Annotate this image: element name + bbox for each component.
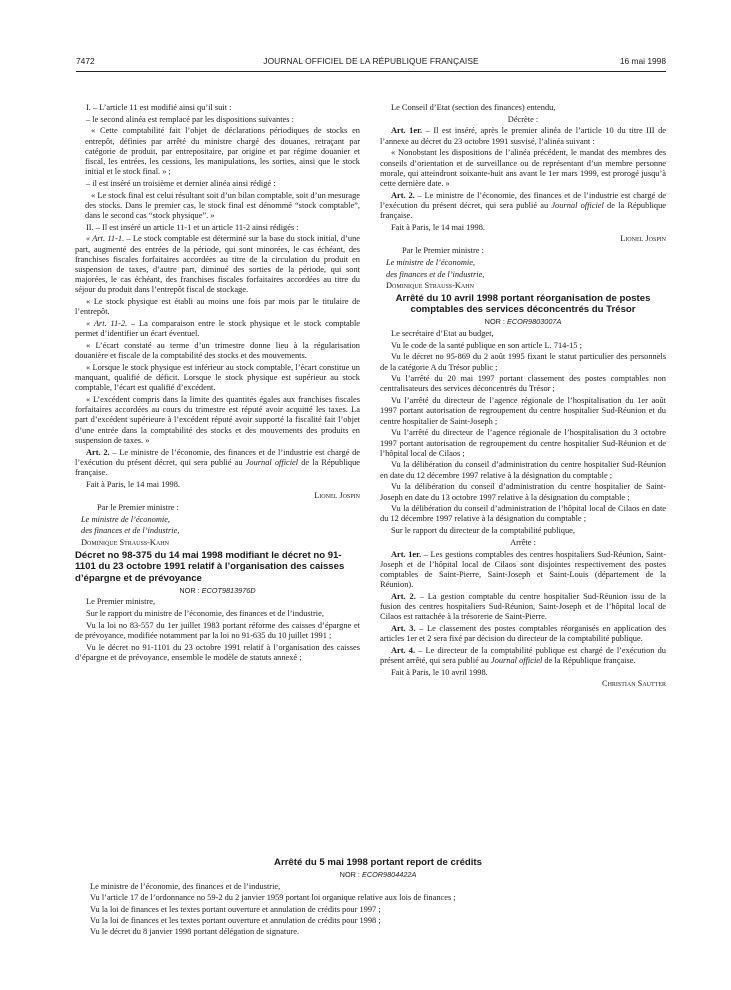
paragraph-text: – La gestion comptable du centre hospitalier Sud-Réunion issu de la fusion des centres hospitaliers Sud-Réunion, Saint-Joseph et de l’hôpital local de Cilaos est rattachée à la trésorerie de Saint-Pierre. [380, 591, 666, 622]
nor-label: NOR : [484, 317, 507, 327]
arrete-title: Arrêté du 10 avril 1998 portant réorganisation de postes comptables des services déconcentrés du Trésor [395, 292, 651, 316]
journal-title: JOURNAL OFFICIEL DE LA RÉPUBLIQUE FRANÇAISE [263, 56, 479, 66]
right-column [380, 103, 666, 691]
paragraph-text: – Les gestions comptables des centres hospitaliers Sud-Réunion, Saint-Joseph et de l’hôpital local de Cilaos sont disjointes respectivement des postes comptables de Saint-Pierre, Saint-Joseph et Saint-Louis (département de la Réunion). [380, 549, 666, 590]
done-at: Fait à Paris, le 14 mai 1998. [391, 222, 485, 232]
bottom-section [90, 857, 666, 938]
nor-reference [90, 869, 666, 880]
paragraph: – le second alinéa est remplacé par les dispositions suivantes : [86, 114, 294, 124]
nor-code: ECOR9804422A [361, 870, 417, 880]
done-at: Fait à Paris, le 14 mai 1998. [86, 479, 180, 489]
paragraph: Vu la loi de finances et les textes portant ouverture et annulation de crédits pour 1997 ; [90, 904, 381, 914]
paragraph-text: de la République française. [542, 656, 636, 666]
journal-ref: Journal officiel [490, 656, 543, 666]
article-label: Art. 2. [391, 190, 415, 200]
signature-line [75, 515, 360, 525]
paragraph-text: – Le stock comptable est déterminé sur la base du stock initial, d’une part, augmenté des entrées de la période, qui sont minorées, le cas échéant, des franchises fiscales forfaitaires accordées au titre de la circulation du produit en suspension de taxes, d’autre part, diminué des sorties de la période, qui sont majorées, le cas échéant, des franchises fiscales forfaitaires accordées au titre du séjour du produit dans l’entrepôt fiscal de stockage. [75, 234, 360, 295]
paragraph-text: – La comparaison entre le stock physique et le stock comptable permet d’identifier un écart éventuel. [75, 319, 361, 339]
paragraph: Vu l’arrêté du directeur de l’agence régionale de l’hospitalisation du 1er août 1997 portant autorisation de regroupement du centre hospitalier Sud-Réunion et du centre hospitalier de Saint-Joseph ; [380, 396, 666, 426]
minister-title: Le ministre de l’économie, [386, 257, 476, 267]
quoted-paragraph: « Le stock final est celui résultant soit d’un bilan comptable, soit d’un mesurage des stocks. Dans le premier cas, le stock final est dénommé “stock comptable”, dans le second cas “stock physique”. » [85, 190, 360, 221]
decree-title: Décret no 98-375 du 14 mai 1998 modifiant le décret no 91-1101 du 23 octobre 1991 relatif à l’organisation des caisses d’épargne et de prévoyance [75, 549, 345, 584]
paragraph-text: – Le ministre de l’économie, des finances et de l’industrie est chargé de l’exécution du présent décret, qui sera publié au [380, 190, 666, 210]
article-paragraph [380, 646, 666, 666]
paragraph: Le Conseil d’Etat (section des finances) entendu, [391, 103, 556, 112]
signatory: Christian Sautter [602, 679, 666, 689]
article-label: Art. 2. [391, 591, 416, 601]
paragraph-text: – Le classement des postes comptables réorganisés en application des articles 1er et 2 sera fixé par décision du directeur de la comptabilité publique. [380, 623, 666, 644]
signature-line [380, 270, 666, 280]
nor-code: ECOT9813976D [201, 585, 256, 595]
article-paragraph [380, 126, 666, 146]
paragraph-text: de la République française. [75, 457, 360, 477]
paragraph-text: de la République française. [380, 200, 666, 221]
journal-ref: Journal officiel [245, 457, 299, 467]
paragraph: « Lorsque le stock physique est inférieur au stock comptable, l’écart constitue un manquant, qualifié de déficit. Lorsque le stock physique est supérieur au stock comptable, l’écart est qualifié d’excédent. [75, 362, 360, 393]
signature-line: Par le Premier ministre : [97, 503, 179, 513]
article-label: Art. 1er. [391, 126, 423, 136]
minister-name: Dominique Strauss-Kahn [386, 281, 474, 291]
paragraph: Le Premier ministre, [86, 597, 156, 607]
paragraph-text: – Le ministre de l’économie, des finances et de l’industrie est chargé de l’exécution du présent décret, qui sera publié au [75, 447, 360, 467]
paragraph: Vu le code de la santé publique en son article L. 714-15 ; [391, 340, 582, 350]
signatory: Lionel Jospin [620, 234, 666, 244]
header-rule [76, 71, 666, 72]
paragraph: Sur le rapport du directeur de la comptabilité publique, [391, 526, 575, 536]
article-label: Art. 1er. [391, 549, 422, 559]
minister-name: Dominique Strauss-Kahn [81, 538, 169, 548]
paragraph: Vu la délibération du conseil d’administration de l’hôpital local de Cilaos en date du 12 décembre 1997 relative à la désignation du comptable ; [380, 504, 666, 524]
signature-line: Par le Premier ministre : [402, 246, 484, 256]
paragraph: II. – Il est inséré un article 11-1 et un article 11-2 ainsi rédigés : [86, 222, 299, 232]
signatory: Lionel Jospin [314, 491, 360, 501]
left-column [75, 103, 360, 664]
minister-title: Le ministre de l’économie, [81, 514, 171, 524]
bottom-arrete-title: Arrêté du 5 mai 1998 portant report de crédits [274, 857, 482, 868]
journal-ref: Journal officiel [551, 200, 604, 210]
minister-title: des finances et de l’industrie, [81, 526, 180, 536]
arrete-heading: Arrête : [510, 537, 536, 547]
article-label: « Art. 11-2. [86, 319, 128, 329]
signature-line [75, 526, 360, 536]
paragraph: Vu la délibération du conseil d’administration du centre hospitalier de Saint-Joseph en date du 13 octobre 1997 relative à la désignation du comptable ; [380, 482, 666, 502]
nor-code: ECOR9803007A [506, 317, 562, 327]
paragraph: Vu la loi no 83-557 du 1er juillet 1983 portant réforme des caisses d’épargne et de prévoyance, modifiée notamment par la loi no 91-635 du 10 juillet 1991 ; [75, 620, 360, 640]
page-number: 7472 [76, 56, 95, 66]
nor-label: NOR : [339, 870, 362, 880]
paragraph: « L’excédent compris dans la limite des quantités égales aux franchises fiscales forfaitaires accordées au cours du trimestre est réputé avoir acquitté les taxes. La part d’excédent supérieure à l’excédent réputé avoir supporté la fiscalité fait l’objet d’une entrée dans la comptabilité des stocks et des mouvements des produits en suspension de taxes. » [75, 394, 360, 445]
article-paragraph [380, 592, 666, 623]
article-label: Art. 3. [391, 623, 416, 633]
article-paragraph [380, 191, 666, 222]
paragraph: Sur le rapport du ministre de l’économie, des finances et de l’industrie, [86, 608, 324, 618]
paragraph: Vu le décret no 95-869 du 2 août 1995 fixant le statut particulier des personnels de la catégorie A du Trésor public ; [380, 352, 666, 372]
article-label: Art. 2. [86, 447, 110, 457]
page-header [76, 56, 666, 70]
quoted-paragraph: « Nonobstant les dispositions de l’alinéa précédent, le mandat des membres des conseils d’orientation et de surveillance ou de représentant d’un membre personne morale, qui atteindront soixante-huit ans avant le 1er mars 1999, est prorogé jusqu’à cette dernière date. » [380, 148, 666, 188]
paragraph: Vu l’arrêté du 20 mai 1997 portant classement des postes comptables non centralisateurs des services déconcentrés du Trésor ; [380, 374, 666, 394]
article-label: « Art. 11-1. [86, 234, 125, 244]
done-at: Fait à Paris, le 10 avril 1998. [391, 667, 488, 677]
paragraph: I. – L’article 11 est modifié ainsi qu’il suit : [86, 103, 232, 112]
nor-reference [380, 317, 666, 327]
paragraph-text: – Le directeur de la comptabilité publique est chargé de l’exécution du présent arrêté, qui sera publié au [380, 645, 666, 666]
paragraph-text: – Il est inséré, après le premier alinéa de l’article 10 du titre III de l’annexe au décret du 23 octobre 1991 susvisé, l’alinéa suivant : [380, 126, 666, 146]
signature-line [380, 258, 666, 268]
paragraph: Le ministre de l’économie, des finances et de l’industrie, [90, 881, 281, 891]
paragraph [75, 234, 360, 295]
paragraph: « L’écart constaté au terme d’un trimestre donne lieu à la régularisation douanière et fiscale de la comptabilité des stocks et des mouvements. [75, 340, 360, 361]
paragraph: « Le stock physique est établi au moins une fois par mois par le titulaire de l’entrepôt. [75, 297, 360, 317]
article-paragraph [75, 448, 360, 479]
quoted-paragraph: « Cette comptabilité fait l’objet de déclarations périodiques de stocks en entrepôt, définies par arrêté du ministre chargé des douanes, retraçant par catégorie de produit, par entrepositaire, par origine et par régime douanier et fiscal, les entrées, les cessions, les manipulations, les sorties, ainsi que le stock initial et le stock final. » ; [85, 126, 360, 177]
paragraph: Le secrétaire d’Etat au budget, [391, 328, 494, 338]
paragraph [75, 319, 360, 339]
paragraph: Vu le décret no 91-1101 du 23 octobre 1991 relatif à l’organisation des caisses d’épargne et de prévoyance, ensemble le modèle de statuts annexé ; [75, 642, 360, 662]
paragraph: Vu la délibération du conseil d’administration du centre hospitalier Sud-Réunion en date du 12 décembre 1997 relative à la désignation du comptable ; [380, 460, 666, 480]
decrees-heading: Décrète : [507, 114, 539, 124]
paragraph: Vu la loi de finances et les textes portant ouverture et annulation de crédits pour 1998 ; [90, 916, 381, 926]
issue-date: 16 mai 1998 [619, 56, 666, 66]
minister-title: des finances et de l’industrie, [386, 269, 485, 279]
article-paragraph [380, 550, 666, 591]
paragraph: Vu l’arrêté du directeur de l’agence régionale de l’hospitalisation du 3 octobre 1997 portant autorisation de regroupement du centre hospitalier Sud-Réunion et de l’hôpital local de Cilaos ; [380, 428, 666, 458]
nor-reference [75, 586, 360, 596]
nor-label: NOR : [179, 585, 202, 595]
paragraph: Vu l’article 17 de l’ordonnance no 59-2 du 2 janvier 1959 portant loi organique relative aux lois de finances ; [90, 893, 456, 903]
article-paragraph [380, 624, 666, 644]
paragraph: – il est inséré un troisième et dernier alinéa ainsi rédigé : [86, 178, 276, 188]
paragraph: Vu le décret du 8 janvier 1998 portant délégation de signature. [90, 927, 300, 937]
article-label: Art. 4. [391, 645, 416, 655]
